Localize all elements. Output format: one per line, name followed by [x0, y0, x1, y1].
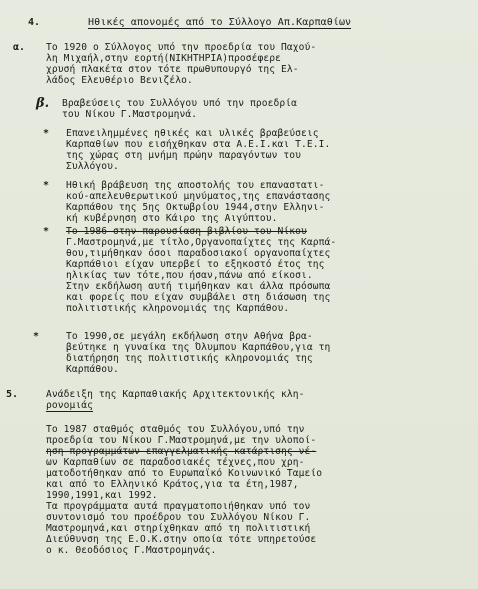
- item-alpha-line: λη Μιχαήλ,στην εορτή(ΝΙΚΗΤΗΡΙΑ)προσέφερε: [46, 53, 282, 64]
- item-line: κού-απελευθερωτικού μηνύματος,της επανάστασης: [66, 191, 331, 202]
- item-line: Επανειλημμένες ηθικές και υλικές βραβεύσεις: [66, 128, 319, 139]
- item-line: της χώρας στη μνήμη πρώην παραγόντων του: [66, 150, 302, 161]
- section-5-body-line: ο κ. Θεοδόσιος Γ.Μαστρομηνάς.: [46, 545, 217, 556]
- section-5-body-line: Μαστρομηνά,και στηρίχθηκαν από τη πολιτιστική: [46, 523, 311, 534]
- heading-number: 4.: [28, 17, 41, 28]
- item-line: πολιτιστικής κληρονομιάς της Καρπάθου.: [66, 303, 290, 314]
- bullet-star: *: [33, 331, 40, 342]
- item-line: βεύτηκε η γυναίκα της Όλυμπου Καρπάθου,για τη: [66, 342, 331, 353]
- bullet-star: *: [43, 180, 50, 191]
- item-beta-line: του Νίκου Γ.Μαστρομηνά.: [62, 109, 198, 120]
- section-5-body-line: Το 1987 σταθμός σταθμός του Συλλόγου,υπό την: [46, 424, 305, 435]
- section-5-body-line: προεδρία του Νίκου Γ.Μαστρομηνά,με την υλοποί-: [46, 435, 317, 446]
- section-5-body-line: Διεύθυνση της Ε.Ο.Κ.στην οποία τότε υπηρετούσε: [46, 534, 317, 545]
- item-line: Καρπάθιοι είχαν υπερβεί το εξηκοστό έτος της: [66, 259, 325, 270]
- item-line: θου,τιμήθηκαν όσοι παραδοσιακοί οργανοπαίχτες: [66, 248, 331, 259]
- section-5-body-line: ων Καρπαθίων σε παραδοσιακές τέχνες,που χρη-: [46, 457, 305, 468]
- item-line: Καρπαθίων που εισήχθηκαν στα Α.Ε.Ι.και Τ.Ε.Ι.: [66, 139, 331, 150]
- item-alpha-marker: α.: [13, 42, 26, 53]
- section-5-body-line: Τα προγράμματα αυτά πραγματοποιήθηκαν υπό τον: [46, 501, 311, 512]
- item-beta-line: Βραβεύσεις του Συλλόγου υπό την προεδρία: [62, 98, 298, 109]
- section-5-number: 5.: [6, 389, 19, 400]
- section-5-body-line: 1990,1991,και 1992.: [46, 490, 158, 501]
- item-line: Γ.Μαστρομηνά,με τίτλο,Οργανοπαίχτες της Καρπά-: [66, 237, 337, 248]
- item-line: κή κυβέρνηση στο Κάιρο της Αιγύπτου.: [66, 213, 278, 224]
- section-5-title-line: Ανάδειξη της Καρπαθιακής Αρχιτεκτονικής κλη-: [46, 389, 305, 400]
- item-alpha-line: Το 1920 ο Σύλλογος υπό την προεδρία του Παχού-: [46, 42, 317, 53]
- item-line: Το 1986 στην παρουσίαση βιβλίου του Νίκου: [66, 226, 307, 237]
- item-alpha-line: χρυσή πλακέτα στον τότε πρωθυπουργό της Ελ-: [46, 64, 299, 75]
- section-5-body-line: ματοδοτήθηκαν από το Ευρωπαϊκό Κοινωνικό Ταμείο: [46, 468, 323, 479]
- section-5-title-line: ρονομιάς: [46, 400, 94, 411]
- bullet-star: *: [43, 226, 50, 237]
- item-line: ηλικίας των τότε,που ήσαν,πάνω από είκοσι.: [66, 270, 313, 281]
- item-line: Συλλόγου.: [66, 161, 119, 172]
- item-line: Καρπάθου της 5ης Οκτωβρίου 1944,στην Ελληνι-: [66, 202, 325, 213]
- heading-title: Ηθικές απονομές από το Σύλλογο Απ.Καρπαθίων: [88, 17, 352, 28]
- bullet-star: *: [43, 128, 50, 139]
- section-5-body-line: ηση προγραμμάτων επαγγελματικής κατάρτισης νέ-: [46, 446, 317, 457]
- item-line: διατήρηση της πολιτιστικής κληρονομιάς της: [66, 353, 313, 364]
- item-line: Το 1990,σε μεγάλη εκδήλωση στην Αθήνα βρα-: [66, 331, 313, 342]
- item-beta-marker: β.: [36, 96, 50, 111]
- item-line: Ηθική βράβευση της αποστολής του επαναστατι-: [66, 180, 325, 191]
- section-5-body-line: και από το Ελληνικό Κράτος,για τα έτη,1987,: [46, 479, 299, 490]
- item-alpha-line: λάδος Ελευθέριο Βενιζέλο.: [46, 75, 193, 86]
- item-line: Καρπάθου.: [66, 364, 119, 375]
- item-line: και φορείς που είχαν συμβάλει στη διάσωση της: [66, 292, 331, 303]
- section-5-body-line: συντονισμό του προέδρου του Συλλόγου Νίκου Γ.: [46, 512, 311, 523]
- item-line: Στην εκδήλωση αυτή τιμήθηκαν και άλλα πρόσωπα: [66, 281, 331, 292]
